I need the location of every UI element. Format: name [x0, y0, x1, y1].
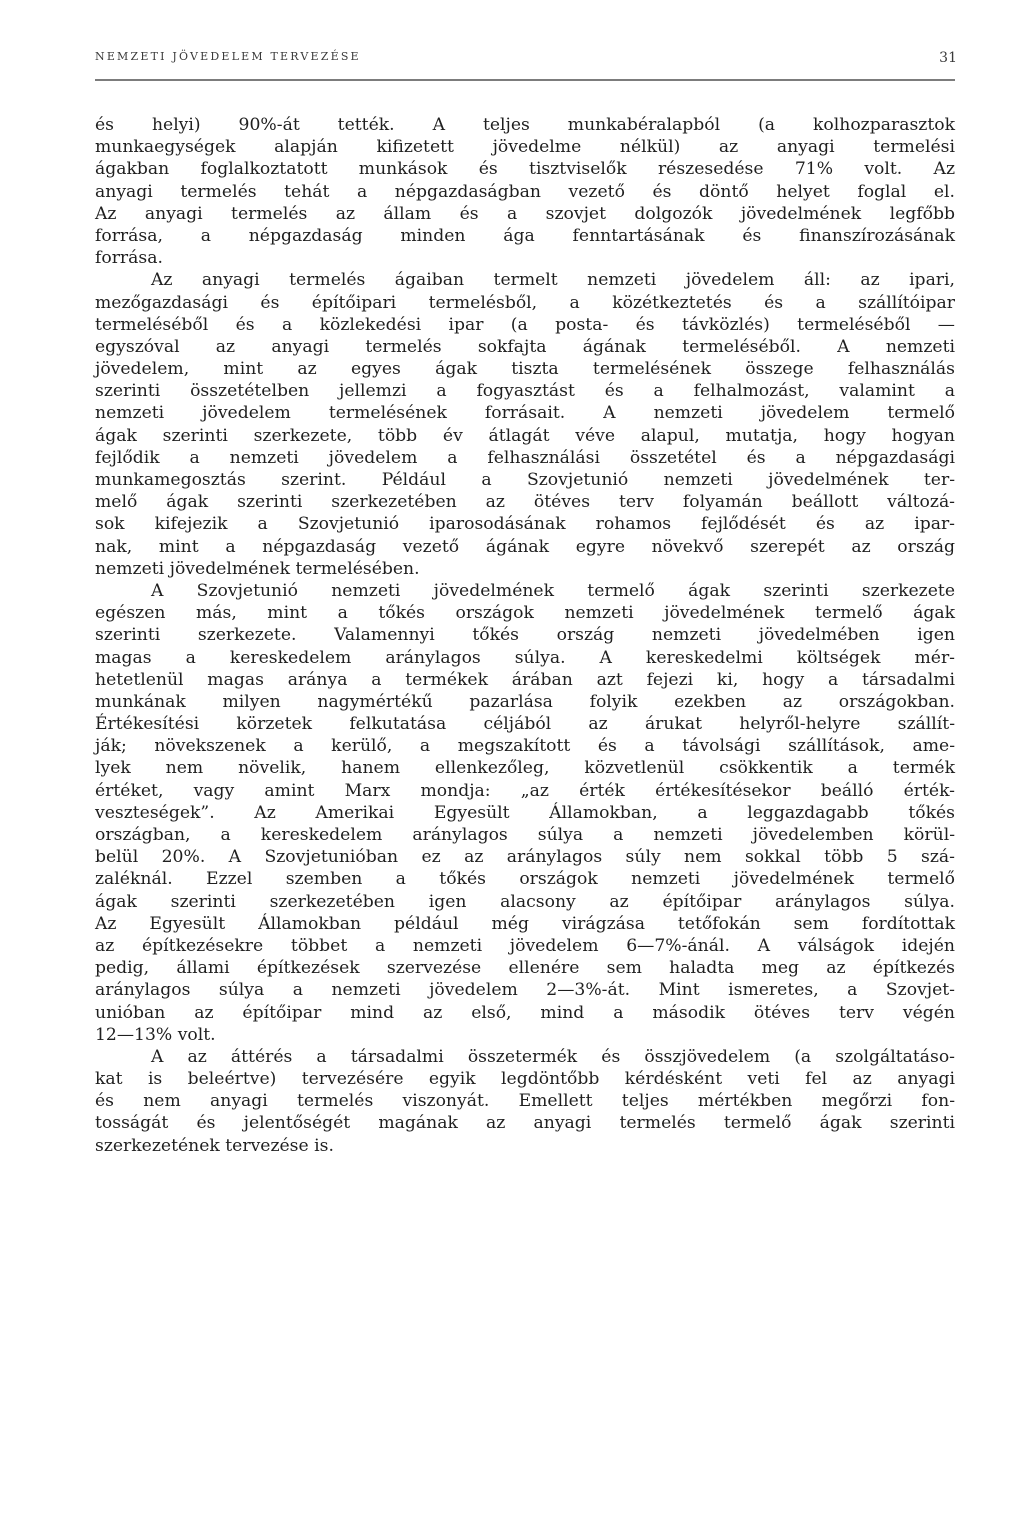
text-line: sok kifejezik a Szovjetunió iparosodásának rohamos fejlődését és az ipar-	[95, 514, 955, 535]
page-number: 31	[939, 50, 957, 66]
text-line: magas a kereskedelem aránylagos súlya. A kereskedelmi költségek mér-	[95, 647, 955, 668]
text-line: ágakban foglalkoztatott munkások és tisztviselők részesedése 71% volt. Az	[95, 159, 955, 180]
text-line: és helyi) 90%-át tették. A teljes munkabéralapból (a kolhozparasztok	[95, 115, 955, 135]
text-line: A Szovjetunió nemzeti jövedelmének termelő ágak szerinti szerkezete	[151, 580, 955, 601]
text-line: és nem anyagi termelés viszonyát. Emellett teljes mértékben megőrzi fon-	[95, 1091, 955, 1112]
text-line: az építkezésekre többet a nemzeti jövedelem 6—7%-ánál. A válságok idején	[95, 935, 955, 956]
text-line: nemzeti jövedelem termelésének forrásait. A nemzeti jövedelem termelő	[95, 403, 955, 424]
text-line: ják; növekszenek a kerülő, a megszakított és a távolsági szállítások, ame-	[95, 736, 955, 757]
text-line: szerinti szerkezete. Valamennyi tőkés ország nemzeti jövedelmében igen	[95, 625, 955, 646]
text-line: 12—13% volt.	[95, 1024, 216, 1045]
text-line: lyek nem növelik, hanem ellenkezőleg, közvetlenül csökkentik a termék	[95, 758, 955, 779]
text-line: értéket, vagy amint Marx mondja: „az érték értékesítésekor beálló érték-	[95, 780, 955, 801]
text-line: termeléséből és a közlekedési ipar (a posta- és távközlés) termeléséből —	[95, 314, 955, 335]
text-line: munkamegosztás szerint. Például a Szovjetunió nemzeti jövedelmének ter-	[95, 470, 955, 490]
text-line: országban, a kereskedelem aránylagos súlya a nemzeti jövedelemben körül-	[95, 825, 955, 845]
text-line: fejlődik a nemzeti jövedelem a felhasználási összetétel és a népgazdasági	[95, 447, 955, 468]
running-title: NEMZETI JÖVEDELEM TERVEZÉSE	[95, 50, 361, 63]
text-line: A az áttérés a társadalmi összetermék és összjövedelem (a szolgáltatáso-	[151, 1046, 955, 1067]
text-line: kat is beleértve) tervezésére egyik legdöntőbb kérdésként veti fel az anyagi	[95, 1069, 955, 1090]
text-line: zaléknál. Ezzel szemben a tőkés országok nemzeti jövedelmének termelő	[95, 869, 955, 890]
text-line: munkának milyen nagymértékű pazarlása folyik ezekben az országokban.	[95, 691, 955, 712]
text-line: ágak szerinti szerkezete, több év átlagát véve alapul, mutatja, hogy hogyan	[95, 425, 955, 446]
text-line: Értékesítési körzetek felkutatása céljából az árukat helyről-helyre szállít-	[95, 714, 955, 735]
text-line: forrása.	[95, 248, 163, 269]
body-text	[95, 114, 955, 1157]
header-rule	[95, 79, 955, 81]
text-line: mezőgazdasági és építőipari termelésből, a közétkeztetés és a szállítóipar	[95, 292, 955, 313]
text-line: melő ágak szerinti szerkezetében az ötéves terv folyamán beállott változá-	[95, 492, 955, 513]
text-line: veszteségek”. Az Amerikai Egyesült Államokban, a leggazdagabb tőkés	[95, 802, 955, 823]
text-line: belül 20%. A Szovjetunióban ez az aránylagos súly nem sokkal több 5 szá-	[95, 847, 955, 868]
text-line: jövedelem, mint az egyes ágak tiszta termelésének összege felhasználás	[95, 359, 955, 380]
text-line: anyagi termelés tehát a népgazdaságban vezető és döntő helyet foglal el.	[95, 181, 955, 202]
text-line: aránylagos súlya a nemzeti jövedelem 2—3%-át. Mint ismeretes, a Szovjet-	[95, 980, 955, 1001]
text-line: Az anyagi termelés az állam és a szovjet dolgozók jövedelmének legfőbb	[95, 203, 955, 224]
text-line: Az Egyesült Államokban például még virágzása tetőfokán sem fordítottak	[95, 913, 955, 934]
text-line: szerinti összetételben jellemzi a fogyasztást és a felhalmozást, valamint a	[95, 381, 955, 402]
text-line: forrása, a népgazdaság minden ága fenntartásának és finanszírozásának	[95, 225, 955, 246]
running-head	[95, 50, 965, 72]
text-line: unióban az építőipar mind az első, mind a második ötéves terv végén	[95, 1002, 955, 1023]
text-line: pedig, állami építkezések szervezése ellenére sem haladta meg az építkezés	[95, 958, 955, 979]
text-line: egyszóval az anyagi termelés sokfajta ágának termeléséből. A nemzeti	[95, 336, 955, 357]
text-line: nemzeti jövedelmének termelésében.	[95, 558, 420, 579]
text-line: ágak szerinti szerkezetében igen alacsony az építőipar aránylagos súlya.	[95, 891, 955, 912]
text-line: tosságát és jelentőségét magának az anyagi termelés termelő ágak szerinti	[95, 1113, 955, 1134]
text-line: szerkezetének tervezése is.	[95, 1135, 334, 1156]
text-line: munkaegységek alapján kifizetett jövedelme nélkül) az anyagi termelési	[95, 137, 955, 158]
text-line: hetetlenül magas aránya a termékek árában azt fejezi ki, hogy a társadalmi	[95, 669, 955, 690]
text-line: Az anyagi termelés ágaiban termelt nemzeti jövedelem áll: az ipari,	[151, 270, 955, 291]
text-line: nak, mint a népgazdaság vezető ágának egyre növekvő szerepét az ország	[95, 536, 955, 557]
text-line: egészen más, mint a tőkés országok nemzeti jövedelmének termelő ágak	[95, 603, 955, 624]
